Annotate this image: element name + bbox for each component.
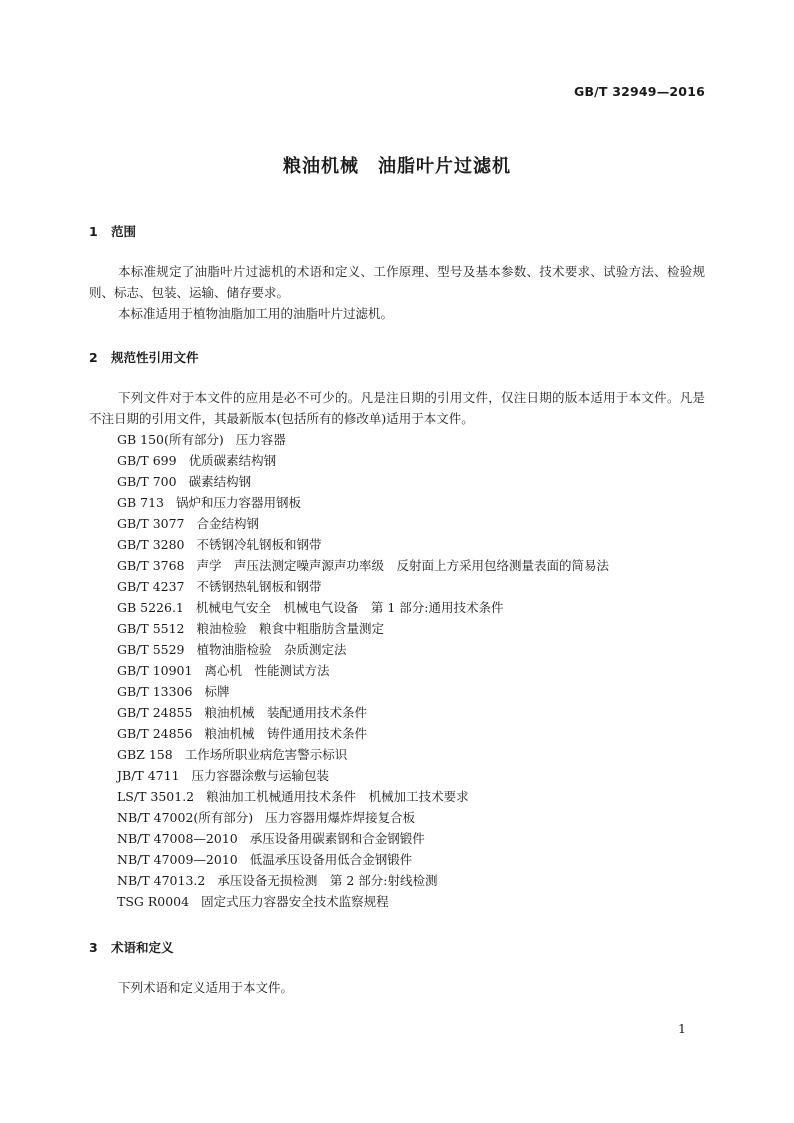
reference-title: 锅炉和压力容器用钢板 (176, 495, 302, 510)
reference-item (117, 744, 609, 765)
reference-code: GB/T 699 (117, 453, 177, 468)
reference-title: 机械电气安全 机械电气设备 第 1 部分:通用技术条件 (195, 600, 504, 615)
reference-item (117, 786, 609, 807)
reference-title: 压力容器 (235, 432, 286, 447)
reference-code: GB/T 5512 (117, 621, 185, 636)
reference-code: GB/T 700 (117, 474, 177, 489)
section-number: 1 (89, 224, 98, 239)
reference-item (117, 450, 609, 471)
section-heading-terms-definitions (89, 938, 174, 956)
reference-code: GB 150(所有部分) (117, 432, 224, 447)
reference-title: 压力容器用爆炸焊接复合板 (265, 810, 416, 825)
section-body-normative-references (89, 387, 705, 429)
paragraph: 本标准适用于植物油脂加工用的油脂叶片过滤机。 (118, 306, 394, 321)
reference-code: NB/T 47009—2010 (117, 852, 238, 867)
section-heading-normative-references (89, 348, 199, 366)
paragraph: 下列文件对于本文件的应用是必不可少的。凡是注日期的引用文件，仅注日期的版本适用于本文件。凡是不注日期的引用文件，其最新版本(包括所有的修改单)适用于本文件。 (89, 390, 705, 426)
reference-title: 碳素结构钢 (188, 474, 252, 489)
reference-code: GB 5226.1 (117, 600, 184, 615)
section-title: 规范性引用文件 (111, 350, 199, 365)
reference-title: 标牌 (204, 684, 230, 699)
reference-code: GB 713 (117, 495, 165, 510)
reference-title: 优质碳素结构钢 (188, 453, 277, 468)
section-heading-scope (89, 222, 136, 240)
reference-code: TSG R0004 (117, 894, 190, 909)
section-title: 范围 (111, 224, 137, 239)
section-body-terms-definitions (89, 977, 705, 998)
reference-code: GB/T 3768 (117, 558, 185, 573)
reference-title: 低温承压设备用低合金钢锻件 (249, 852, 413, 867)
reference-item (117, 828, 609, 849)
reference-item (117, 702, 609, 723)
reference-item (117, 681, 609, 702)
reference-code: GBZ 158 (117, 747, 173, 762)
paragraph: 下列术语和定义适用于本文件。 (118, 980, 294, 995)
section-body-scope (89, 261, 705, 324)
reference-item (117, 576, 609, 597)
reference-title: 工作场所职业病危害警示标识 (184, 747, 348, 762)
reference-title: 声学 声压法测定噪声源声功率级 反射面上方采用包络测量表面的简易法 (196, 558, 610, 573)
document-title: 粮油机械 油脂叶片过滤机 (283, 156, 511, 177)
reference-item (117, 471, 609, 492)
reference-title: 固定式压力容器安全技术监察规程 (201, 894, 389, 909)
reference-item (117, 807, 609, 828)
reference-code: GB/T 4237 (117, 579, 185, 594)
reference-title: 粮油机械 装配通用技术条件 (204, 705, 367, 720)
reference-title: 植物油脂检验 杂质测定法 (196, 642, 347, 657)
reference-item (117, 618, 609, 639)
reference-item (117, 891, 609, 912)
reference-title: 粮油机械 铸件通用技术条件 (204, 726, 367, 741)
reference-code: GB/T 13306 (117, 684, 193, 699)
reference-title: 粮油检验 粮食中粗脂肪含量测定 (196, 621, 385, 636)
standard-code: GB/T 32949—2016 (573, 84, 705, 99)
reference-item (117, 849, 609, 870)
reference-title: 不锈钢热轧钢板和钢带 (196, 579, 322, 594)
section-title: 术语和定义 (111, 940, 174, 955)
reference-title: 合金结构钢 (196, 516, 260, 531)
reference-code: GB/T 3077 (117, 516, 185, 531)
section-number: 2 (89, 350, 98, 365)
reference-item (117, 597, 609, 618)
reference-code: GB/T 24856 (117, 726, 193, 741)
reference-item (117, 639, 609, 660)
reference-item (117, 660, 609, 681)
reference-item (117, 723, 609, 744)
reference-code: JB/T 4711 (117, 768, 180, 783)
reference-item (117, 429, 609, 450)
reference-title: 粮油加工机械通用技术条件 机械加工技术要求 (206, 789, 469, 804)
reference-code: GB/T 5529 (117, 642, 185, 657)
reference-item (117, 534, 609, 555)
reference-code: LS/T 3501.2 (117, 789, 195, 804)
reference-code: GB/T 3280 (117, 537, 185, 552)
paragraph: 本标准规定了油脂叶片过滤机的术语和定义、工作原理、型号及基本参数、技术要求、试验方法、检验规则、标志、包装、运输、储存要求。 (89, 264, 705, 300)
reference-item (117, 513, 609, 534)
reference-item (117, 555, 609, 576)
reference-code: NB/T 47013.2 (117, 873, 206, 888)
reference-code: GB/T 10901 (117, 663, 193, 678)
reference-code: NB/T 47008—2010 (117, 831, 238, 846)
reference-title: 承压设备无损检测 第 2 部分:射线检测 (217, 873, 438, 888)
reference-title: 离心机 性能测试方法 (204, 663, 330, 678)
reference-title: 承压设备用碳素钢和合金钢锻件 (249, 831, 425, 846)
reference-item (117, 765, 609, 786)
reference-code: GB/T 24855 (117, 705, 193, 720)
reference-title: 不锈钢冷轧钢板和钢带 (196, 537, 322, 552)
reference-title: 压力容器涂敷与运输包装 (191, 768, 330, 783)
section-number: 3 (89, 940, 98, 955)
reference-item (117, 870, 609, 891)
reference-item (117, 492, 609, 513)
reference-code: NB/T 47002(所有部分) (117, 810, 254, 825)
reference-list (117, 429, 609, 912)
page-number: 1 (678, 1021, 686, 1036)
